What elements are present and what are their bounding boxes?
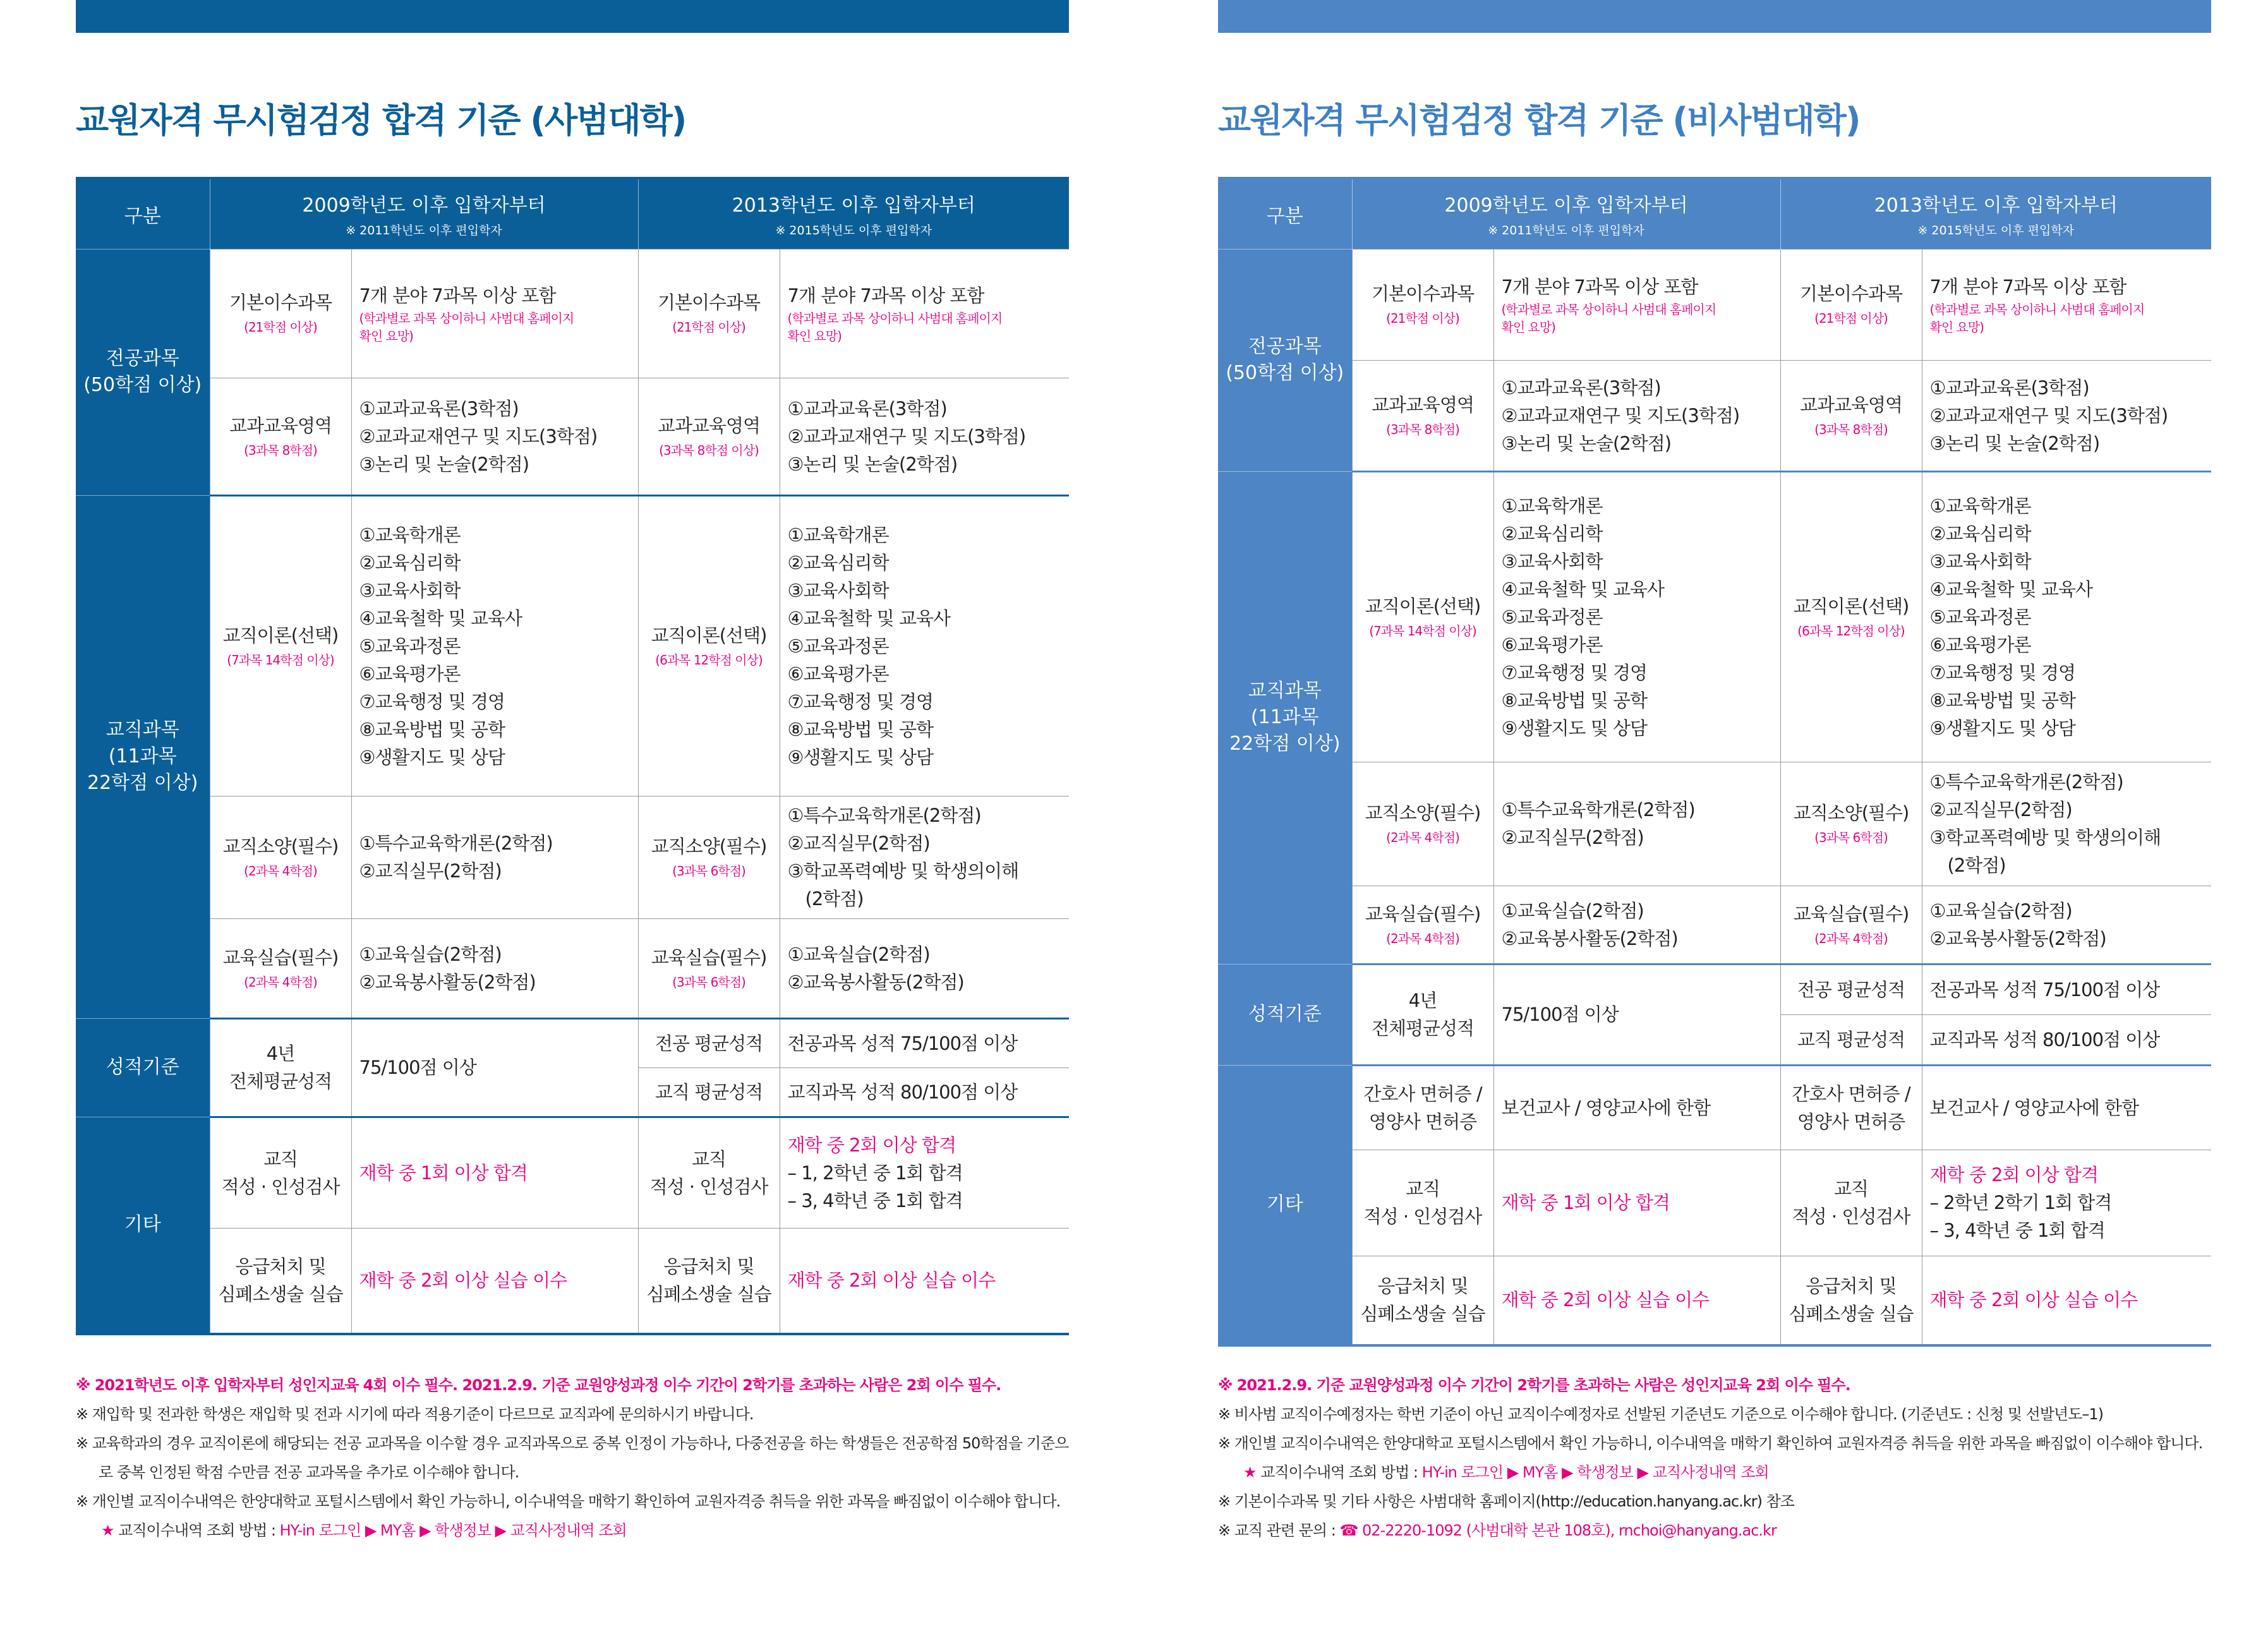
label-subject-edu-2013: 교과교육영역 (3과목 8학점) (1780, 360, 1922, 471)
header-col-2013 (638, 178, 1069, 249)
content-practice-2009: ①교육실습(2학점) ②교육봉사활동(2학점) (351, 918, 638, 1018)
table-header-row (1218, 178, 2211, 249)
header-col-2009-sub: ※ 2011학년도 이후 편입학자 (1488, 224, 1644, 238)
label-practice-2009: 교육실습(필수) (2과목 4학점) (1352, 886, 1493, 964)
criteria-table (76, 177, 1069, 1335)
label-literacy-2013: 교직소양(필수) (3과목 6학점) (638, 796, 780, 918)
header-col-2009 (1352, 178, 1780, 249)
table-header-row (76, 178, 1069, 249)
content-cpr-2013: 재학 중 2회 이상 실습 이수 (780, 1228, 1069, 1334)
content-cpr-2009: 재학 중 2회 이상 실습 이수 (1493, 1256, 1780, 1345)
table-row (1218, 762, 2211, 886)
footnotes (76, 1371, 1069, 1545)
page-teachers-college (76, 0, 1069, 1641)
category-teaching: 교직과목 (11과목 22학점 이상) (76, 495, 210, 1018)
header-col-2009-title: 2009학년도 이후 입학자부터 (302, 195, 546, 217)
label-theory-2009: 교직이론(선택) (7과목 14학점 이상) (1352, 471, 1493, 762)
content-major-average: 전공과목 성적 75/100점 이상 (780, 1018, 1069, 1067)
category-major: 전공과목 (50학점 이상) (1218, 249, 1352, 471)
header-col-2013-sub: ※ 2015학년도 이후 편입학자 (1917, 224, 2075, 238)
label-grades-2009: 4년 전체평균성적 (210, 1018, 351, 1117)
label-subject-edu-2009: 교과교육영역 (3과목 8학점) (1352, 360, 1493, 471)
footnote: ※ 개인별 교직이수내역은 한양대학교 포털시스템에서 확인 가능하니, 이수내역을 매학기 확인하여 교원자격증 취득을 위한 과목을 빠짐없이 이수해야 합니다. (76, 1493, 1061, 1510)
label-major-average: 전공 평균성적 (1780, 964, 1922, 1014)
content-basic-2013: 7개 분야 7과목 이상 포함 (학과별로 과목 상이하니 사범대 홈페이지 확인 요망) (1922, 249, 2211, 360)
star-icon: ★ (101, 1522, 114, 1539)
table-row (1218, 360, 2211, 471)
footnote-lookup-method: ★ 교직이수내역 조회 방법 : HY-in 로그인 ▶ MY홈 ▶ 학생정보 ▶ 교직사정내역 조회 (1243, 1464, 1769, 1481)
content-aptitude-2013: 재학 중 2회 이상 합격 – 2학년 2학기 1회 합격 – 3, 4학년 중 1회 합격 (1922, 1150, 2211, 1256)
table-row (76, 249, 1069, 378)
top-color-bar (1218, 0, 2211, 33)
category-major: 전공과목 (50학점 이상) (76, 249, 210, 495)
label-theory-2013: 교직이론(선택) (6과목 12학점 이상) (638, 495, 780, 796)
table-row (76, 1117, 1069, 1228)
header-col-2009 (210, 178, 638, 249)
content-aptitude-2009: 재학 중 1회 이상 합격 (1493, 1150, 1780, 1256)
label-teaching-average: 교직 평균성적 (1780, 1014, 1922, 1065)
table-row (1218, 471, 2211, 762)
label-cpr-2009: 응급처치 및 심폐소생술 실습 (1352, 1256, 1493, 1345)
label-practice-2013: 교육실습(필수) (3과목 6학점) (638, 918, 780, 1018)
label-license-2009: 간호사 면허증 / 영양사 면허증 (1352, 1065, 1493, 1150)
content-basic-2009: 7개 분야 7과목 이상 포함 (학과별로 과목 상이하니 사범대 홈페이지 확인 요망) (1493, 249, 1780, 360)
label-aptitude-2009: 교직 적성 · 인성검사 (1352, 1150, 1493, 1256)
table-row (1218, 1256, 2211, 1345)
category-grades: 성적기준 (76, 1018, 210, 1117)
table-row (1218, 1065, 2211, 1150)
content-theory-2009: ①교육학개론 ②교육심리학 ③교육사회학 ④교육철학 및 교육사 ⑤교육과정론 ⑥교육평가론 ⑦교육행정 및 경영 ⑧교육방법 및 공학 ⑨생활지도 및 상담 (1493, 471, 1780, 762)
category-etc: 기타 (76, 1117, 210, 1334)
footnote-lookup-method: ★ 교직이수내역 조회 방법 : HY-in 로그인 ▶ MY홈 ▶ 학생정보 ▶ 교직사정내역 조회 (101, 1522, 627, 1539)
label-subject-edu-2009: 교과교육영역 (3과목 8학점) (210, 378, 351, 495)
content-teaching-average: 교직과목 성적 80/100점 이상 (1922, 1014, 2211, 1065)
label-literacy-2013: 교직소양(필수) (3과목 6학점) (1780, 762, 1922, 886)
header-col-2013-title: 2013학년도 이후 입학자부터 (732, 195, 975, 217)
category-grades: 성적기준 (1218, 964, 1352, 1065)
table-row (1218, 964, 2211, 1014)
table-row (76, 796, 1069, 918)
footnote-contact: ※ 교직 관련 문의 : ☎ 02-2220-1092 (사범대학 본관 108호), rnchoi@hanyang.ac.kr (1218, 1522, 1776, 1539)
label-cpr-2013: 응급처치 및 심폐소생술 실습 (1780, 1256, 1922, 1345)
label-basic-2013: 기본이수과목 (21학점 이상) (638, 249, 780, 378)
label-aptitude-2013: 교직 적성 · 인성검사 (1780, 1150, 1922, 1256)
content-grades-2009: 75/100점 이상 (1493, 964, 1780, 1065)
content-license-2009: 보건교사 / 영양교사에 한함 (1493, 1065, 1780, 1150)
label-literacy-2009: 교직소양(필수) (2과목 4학점) (1352, 762, 1493, 886)
header-category: 구분 (76, 178, 210, 249)
label-teaching-average: 교직 평균성적 (638, 1067, 780, 1117)
label-theory-2013: 교직이론(선택) (6과목 12학점 이상) (1780, 471, 1922, 762)
content-license-2013: 보건교사 / 영양교사에 한함 (1922, 1065, 2211, 1150)
label-grades-2009: 4년 전체평균성적 (1352, 964, 1493, 1065)
content-subject-edu-2009: ①교과교육론(3학점) ②교과교재연구 및 지도(3학점) ③논리 및 논술(2학점) (1493, 360, 1780, 471)
content-practice-2013: ①교육실습(2학점) ②교육봉사활동(2학점) (780, 918, 1069, 1018)
table-row (76, 378, 1069, 495)
page-title: 교원자격 무시험검정 합격 기준 (사범대학) (76, 100, 686, 140)
content-cpr-2009: 재학 중 2회 이상 실습 이수 (351, 1228, 638, 1334)
label-cpr-2013: 응급처치 및 심폐소생술 실습 (638, 1228, 780, 1334)
category-etc: 기타 (1218, 1065, 1352, 1345)
lookup-path: HY-in 로그인 ▶ MY홈 ▶ 학생정보 ▶ 교직사정내역 조회 (279, 1522, 627, 1539)
table-row (76, 1018, 1069, 1067)
header-col-2013-sub: ※ 2015학년도 이후 편입학자 (775, 224, 932, 238)
label-aptitude-2013: 교직 적성 · 인성검사 (638, 1117, 780, 1228)
label-aptitude-2009: 교직 적성 · 인성검사 (210, 1117, 351, 1228)
table-row (1218, 886, 2211, 964)
content-basic-2009: 7개 분야 7과목 이상 포함 (학과별로 과목 상이하니 사범대 홈페이지 확인 요망) (351, 249, 638, 378)
content-subject-edu-2009: ①교과교육론(3학점) ②교과교재연구 및 지도(3학점) ③논리 및 논술(2학점) (351, 378, 638, 495)
content-major-average: 전공과목 성적 75/100점 이상 (1922, 964, 2211, 1014)
label-practice-2013: 교육실습(필수) (2과목 4학점) (1780, 886, 1922, 964)
top-color-bar (76, 0, 1069, 33)
star-icon: ★ (1243, 1464, 1257, 1481)
contact-info: 02-2220-1092 (사범대학 본관 108호), rnchoi@hanyang.ac.kr (1362, 1522, 1776, 1539)
content-cpr-2013: 재학 중 2회 이상 실습 이수 (1922, 1256, 2211, 1345)
content-practice-2009: ①교육실습(2학점) ②교육봉사활동(2학점) (1493, 886, 1780, 964)
label-basic-2009: 기본이수과목 (21학점 이상) (1352, 249, 1493, 360)
label-literacy-2009: 교직소양(필수) (2과목 4학점) (210, 796, 351, 918)
label-cpr-2009: 응급처치 및 심폐소생술 실습 (210, 1228, 351, 1334)
page-title: 교원자격 무시험검정 합격 기준 (비사범대학) (1218, 100, 1860, 140)
label-practice-2009: 교육실습(필수) (2과목 4학점) (210, 918, 351, 1018)
content-subject-edu-2013: ①교과교육론(3학점) ②교과교재연구 및 지도(3학점) ③논리 및 논술(2학점) (780, 378, 1069, 495)
lookup-path: HY-in 로그인 ▶ MY홈 ▶ 학생정보 ▶ 교직사정내역 조회 (1421, 1464, 1769, 1481)
content-subject-edu-2013: ①교과교육론(3학점) ②교과교재연구 및 지도(3학점) ③논리 및 논술(2학점) (1922, 360, 2211, 471)
page-non-teachers-college (1218, 0, 2211, 1641)
footnote: ※ 기본이수과목 및 기타 사항은 사범대학 홈페이지(http://education.hanyang.ac.kr) 참조 (1218, 1493, 1794, 1510)
footnote: ※ 교육학과의 경우 교직이론에 해당되는 전공 교과목을 이수할 경우 교직과목으로 중복 인정이 가능하나, 다중전공을 하는 학생들은 전공학점 50학점을 기준으로 중복 인정된 학점 수만큼 전공 교과목을 추가로 이수해야 합니다. (76, 1434, 1069, 1481)
footnote: ※ 재입학 및 전과한 학생은 재입학 및 전과 시기에 따라 적용기준이 다르므로 교직과에 문의하시기 바랍니다. (76, 1405, 754, 1423)
content-literacy-2009: ①특수교육학개론(2학점) ②교직실무(2학점) (351, 796, 638, 918)
table-row (76, 918, 1069, 1018)
phone-icon: ☎ (1339, 1522, 1358, 1539)
header-col-2009-sub: ※ 2011학년도 이후 편입학자 (346, 224, 502, 238)
label-license-2013: 간호사 면허증 / 영양사 면허증 (1780, 1065, 1922, 1150)
label-theory-2009: 교직이론(선택) (7과목 14학점 이상) (210, 495, 351, 796)
label-subject-edu-2013: 교과교육영역 (3과목 8학점 이상) (638, 378, 780, 495)
header-col-2013-title: 2013학년도 이후 입학자부터 (1874, 195, 2118, 217)
content-aptitude-2013: 재학 중 2회 이상 합격 – 1, 2학년 중 1회 합격 – 3, 4학년 중 1회 합격 (780, 1117, 1069, 1228)
footnote: ※ 2021학년도 이후 입학자부터 성인지교육 4회 이수 필수. 2021.2.9. 기준 교원양성과정 이수 기간이 2학기를 초과하는 사람은 2회 이수 필수. (76, 1376, 1001, 1394)
content-aptitude-2009: 재학 중 1회 이상 합격 (351, 1117, 638, 1228)
table-row (1218, 249, 2211, 360)
content-literacy-2009: ①특수교육학개론(2학점) ②교직실무(2학점) (1493, 762, 1780, 886)
content-literacy-2013: ①특수교육학개론(2학점) ②교직실무(2학점) ③학교폭력예방 및 학생의이해 (2학점) (1922, 762, 2211, 886)
category-teaching: 교직과목 (11과목 22학점 이상) (1218, 471, 1352, 964)
content-basic-2013: 7개 분야 7과목 이상 포함 (학과별로 과목 상이하니 사범대 홈페이지 확인 요망) (780, 249, 1069, 378)
content-theory-2009: ①교육학개론 ②교육심리학 ③교육사회학 ④교육철학 및 교육사 ⑤교육과정론 ⑥교육평가론 ⑦교육행정 및 경영 ⑧교육방법 및 공학 ⑨생활지도 및 상담 (351, 495, 638, 796)
content-teaching-average: 교직과목 성적 80/100점 이상 (780, 1067, 1069, 1117)
header-category: 구분 (1218, 178, 1352, 249)
table-row (1218, 1150, 2211, 1256)
footnote: ※ 2021.2.9. 기준 교원양성과정 이수 기간이 2학기를 초과하는 사람은 성인지교육 2회 이수 필수. (1218, 1376, 1850, 1394)
table-row (76, 495, 1069, 796)
criteria-table (1218, 177, 2211, 1347)
footnotes (1218, 1371, 2211, 1545)
label-basic-2009: 기본이수과목 (21학점 이상) (210, 249, 351, 378)
footnote: ※ 개인별 교직이수내역은 한양대학교 포털시스템에서 확인 가능하니, 이수내역을 매학기 확인하여 교원자격증 취득을 위한 과목을 빠짐없이 이수해야 합니다. (1218, 1434, 2203, 1452)
header-col-2009-title: 2009학년도 이후 입학자부터 (1444, 195, 1688, 217)
table-row (76, 1228, 1069, 1334)
content-literacy-2013: ①특수교육학개론(2학점) ②교직실무(2학점) ③학교폭력예방 및 학생의이해 (2학점) (780, 796, 1069, 918)
label-major-average: 전공 평균성적 (638, 1018, 780, 1067)
content-theory-2013: ①교육학개론 ②교육심리학 ③교육사회학 ④교육철학 및 교육사 ⑤교육과정론 ⑥교육평가론 ⑦교육행정 및 경영 ⑧교육방법 및 공학 ⑨생활지도 및 상담 (1922, 471, 2211, 762)
content-practice-2013: ①교육실습(2학점) ②교육봉사활동(2학점) (1922, 886, 2211, 964)
content-grades-2009: 75/100점 이상 (351, 1018, 638, 1117)
content-theory-2013: ①교육학개론 ②교육심리학 ③교육사회학 ④교육철학 및 교육사 ⑤교육과정론 ⑥교육평가론 ⑦교육행정 및 경영 ⑧교육방법 및 공학 ⑨생활지도 및 상담 (780, 495, 1069, 796)
header-col-2013 (1780, 178, 2211, 249)
label-basic-2013: 기본이수과목 (21학점 이상) (1780, 249, 1922, 360)
footnote: ※ 비사범 교직이수예정자는 학번 기준이 아닌 교직이수예정자로 선발된 기준년도 기준으로 이수해야 합니다. (기준년도 : 신청 및 선발년도–1) (1218, 1405, 2103, 1423)
